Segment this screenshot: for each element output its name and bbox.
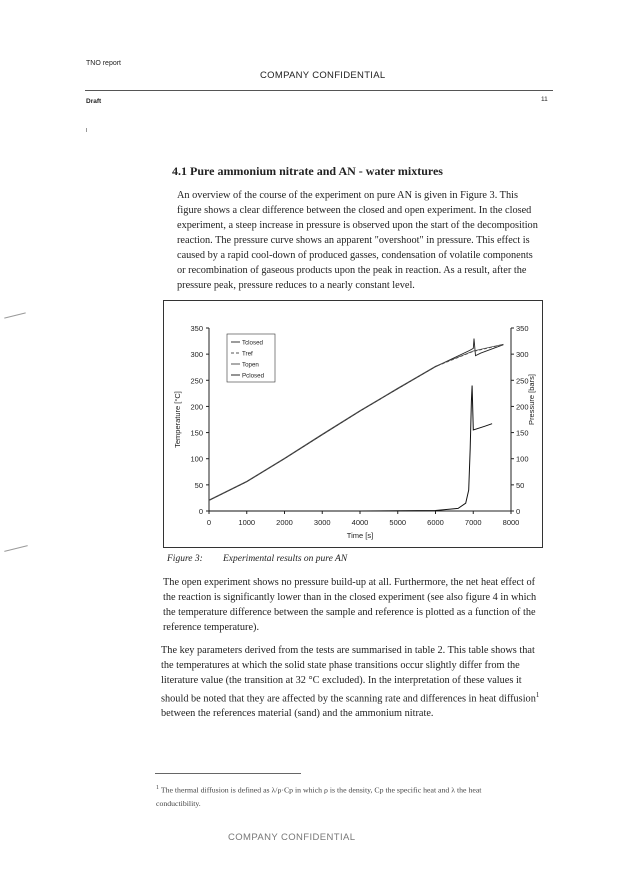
footnote xyxy=(156,782,528,810)
x-tick-label: 1000 xyxy=(238,518,256,527)
y-tick-label: 50 xyxy=(194,480,203,490)
y2-tick-label: 150 xyxy=(516,428,529,438)
section-title: 4.1 Pure ammonium nitrate and AN - water mixtures xyxy=(172,164,443,178)
legend-label: Tref xyxy=(242,350,253,358)
legend-label: Tclosed xyxy=(242,339,263,347)
paragraph-open-experiment: The open experiment shows no pressure build-up at all. Furthermore, the net heat effect of the reaction is significantly lower than in the closed experiment (see also figure 4 in which the temperature difference between the sample and reference is plotted as a function of the reference temperature). xyxy=(163,577,537,633)
x-tick-label: 3000 xyxy=(313,518,331,527)
y2-tick-label: 0 xyxy=(516,507,521,516)
series-line-pclosed xyxy=(209,386,492,512)
report-label: TNO report xyxy=(86,60,122,67)
scan-mark xyxy=(4,545,28,552)
figure-frame xyxy=(163,300,543,548)
scan-mark xyxy=(86,128,87,132)
draft-label: Draft xyxy=(86,98,102,105)
p3-text-before: The key parameters derived from the tests are summarised in table 2. This table shows that the temperatures at which the solid state phase transitions occur slightly differ from the literature value (the transition at 32 °C excluded). In the interpretation of these values it should be noted that they are affected by the scanning rate and differences in heat diffusion xyxy=(161,645,536,705)
footnote-text: The thermal diffusion is defined as λ/ρ·Cp in which ρ is the density, Cp the specific heat and λ the heat conductibility. xyxy=(156,785,482,808)
scan-mark xyxy=(4,312,26,318)
confidential-footer: COMPANY CONFIDENTIAL xyxy=(228,832,356,843)
footnote-ref: 1 xyxy=(535,691,540,699)
y2-tick-label: 50 xyxy=(516,480,525,490)
figure-caption-text: Experimental results on pure AN xyxy=(223,554,348,564)
paragraph-overview: An overview of the course of the experiment on pure AN is given in Figure 3. This figure shows a clear difference between the closed and open experiment. In the closed experiment, a steep increase in pressure is observed upon the start of the decomposition reaction. The pressure curve shows an apparent "overshoot" in pressure. This effect is caused by a rapid cool-down of produced gasses, condensation of volatile components or recombination of gaseous products upon the peak in reaction. As a result, after the pressure peak, pressure reduces to a nearly constant level. xyxy=(177,190,538,291)
y-tick-label: 200 xyxy=(190,402,203,412)
confidential-header: COMPANY CONFIDENTIAL xyxy=(260,70,386,81)
x-tick-label: 6000 xyxy=(427,518,444,527)
figure-caption xyxy=(167,554,347,564)
x-axis-label: Time [s] xyxy=(346,531,374,540)
y-axis-label: Temperature [°C] xyxy=(173,391,182,448)
footnote-rule xyxy=(155,773,301,774)
y-tick-label: 300 xyxy=(190,350,203,360)
legend-label: Pclosed xyxy=(242,372,265,380)
paragraph-key-parameters xyxy=(161,643,543,721)
x-tick-label: 2000 xyxy=(276,518,293,527)
y2-tick-label: 100 xyxy=(516,454,529,464)
y-tick-label: 0 xyxy=(198,507,203,516)
footnote-number: 1 xyxy=(156,785,159,791)
x-tick-label: 8000 xyxy=(502,518,520,527)
x-tick-label: 4000 xyxy=(351,518,369,527)
figure-label: Figure 3: xyxy=(167,554,203,564)
chart-svg xyxy=(164,301,542,547)
x-tick-label: 0 xyxy=(206,518,212,527)
y2-tick-label: 350 xyxy=(516,324,529,333)
page-number: 11 xyxy=(541,96,548,103)
y2-tick-label: 250 xyxy=(516,376,529,386)
header-rule xyxy=(85,90,553,91)
y-tick-label: 150 xyxy=(190,428,203,438)
y2-tick-label: 300 xyxy=(516,350,529,360)
x-tick-label: 7000 xyxy=(464,518,482,527)
y-tick-label: 350 xyxy=(190,324,203,333)
y2-axis-label: Pressure [bars] xyxy=(527,374,536,425)
y2-tick-label: 200 xyxy=(516,402,529,412)
p3-text-after: between the references material (sand) and the ammonium nitrate. xyxy=(161,708,434,720)
y-tick-label: 100 xyxy=(190,454,203,464)
y-tick-label: 250 xyxy=(190,376,203,386)
legend-label: Topen xyxy=(242,361,259,369)
x-tick-label: 5000 xyxy=(389,518,407,527)
